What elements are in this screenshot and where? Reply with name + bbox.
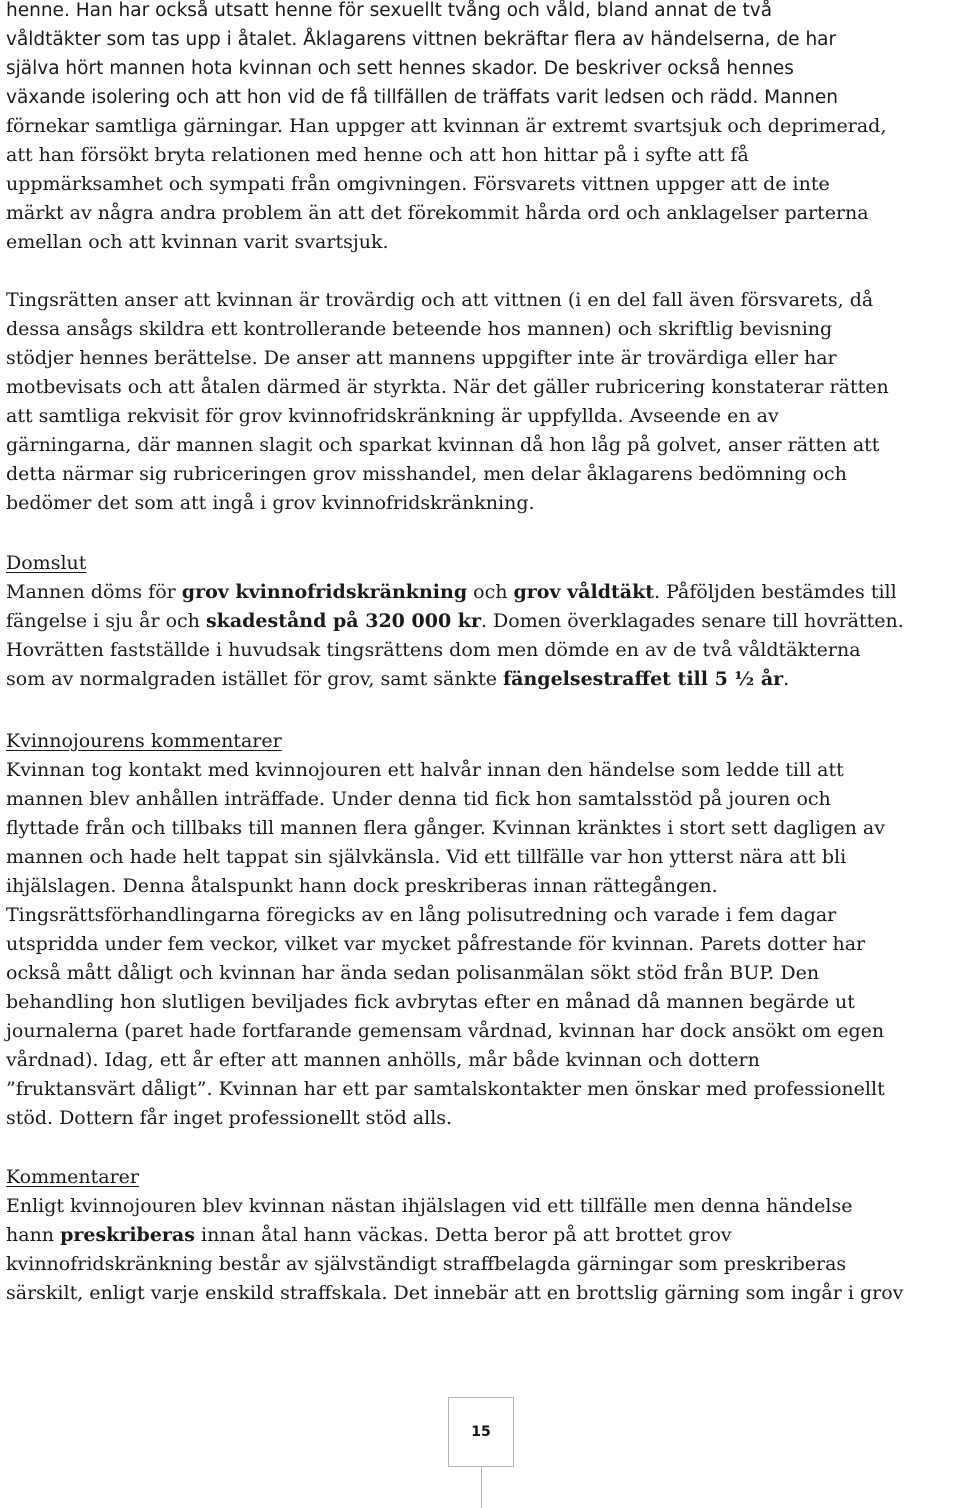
paragraph-court-assessment	[6, 286, 956, 518]
text-line: förnekar samtliga gärningar. Han uppger att kvinnan är extremt svartsjuk och deprimerad,	[6, 115, 887, 137]
text-line: Tingsrätten anser att kvinnan är trovärdig och att vittnen (i en del fall även försvarets, då	[6, 289, 874, 311]
text-line: flyttade från och tillbaks till mannen flera gånger. Kvinnan kränktes i stort sett dagligen av	[6, 817, 885, 839]
text-line: stöd. Dottern får inget professionellt stöd alls.	[6, 1107, 453, 1129]
text-line: bedömer det som att ingå i grov kvinnofridskränkning.	[6, 492, 535, 514]
text-line: Tingsrättsförhandlingarna föregicks av en lång polisutredning och varade i fem dagar	[6, 904, 837, 926]
text-line: hann preskriberas innan åtal hann väckas. Detta beror på att brottet grov	[6, 1224, 732, 1246]
page-number-box	[448, 1397, 514, 1467]
text-line: emellan och att kvinnan varit svartsjuk.	[6, 231, 389, 253]
section-heading: Domslut	[6, 552, 87, 574]
text-line: dessa ansågs skildra ett kontrollerande beteende hos mannen) och skriftlig bevisning	[6, 318, 833, 340]
text-line: mannen blev anhållen inträffade. Under denna tid fick hon samtalsstöd på jouren och	[6, 788, 831, 810]
text-line: fängelse i sju år och skadestånd på 320 000 kr. Domen överklagades senare till hovrätten.	[6, 610, 904, 632]
text-line: behandling hon slutligen beviljades fick avbrytas efter en månad då mannen begärde ut	[6, 991, 855, 1013]
text-line: att han försökt bryta relationen med henne och att hon hittar på i syfte att få	[6, 144, 749, 166]
section-kvinnojourens-kommentarer	[6, 727, 956, 1133]
text-line: uppmärksamhet och sympati från omgivningen. Försvarets vittnen uppger att de inte	[6, 173, 830, 195]
text-line: som av normalgraden istället för grov, samt sänkte fängelsestraffet till 5 ½ år.	[6, 668, 790, 690]
text-line: Hovrätten fastställde i huvudsak tingsrättens dom men dömde en av de två våldtäkterna	[6, 639, 861, 661]
section-domslut	[6, 549, 956, 694]
section-heading: Kommentarer	[6, 1166, 140, 1188]
text-line: märkt av några andra problem än att det förekommit hårda ord och anklagelser parterna	[6, 202, 869, 224]
text-line: Enligt kvinnojouren blev kvinnan nästan ihjälslagen vid ett tillfälle men denna händelse	[6, 1195, 853, 1217]
text-line: henne. Han har också utsatt henne för sexuellt tvång och våld, bland annat de två	[6, 0, 773, 21]
text-line: också mått dåligt och kvinnan har ända sedan polisanmälan sökt stöd från BUP. Den	[6, 962, 820, 984]
text-line: särskilt, enligt varje enskild straffskala. Det innebär att en brottslig gärning som ingår i grov	[6, 1282, 904, 1304]
text-line: stödjer hennes berättelse. De anser att mannens uppgifter inte är trovärdiga eller har	[6, 347, 837, 369]
section-heading: Kvinnojourens kommentarer	[6, 730, 282, 752]
text-line: detta närmar sig rubriceringen grov misshandel, men delar åklagarens bedömning och	[6, 463, 847, 485]
text-line: ihjälslagen. Denna åtalspunkt hann dock preskriberas innan rättegången.	[6, 875, 718, 897]
text-line: växande isolering och att hon vid de få tillfällen de träffats varit ledsen och rädd. Mannen	[6, 87, 838, 108]
text-line: Kvinnan tog kontakt med kvinnojouren ett halvår innan den händelse som ledde till att	[6, 759, 844, 781]
text-line: gärningarna, där mannen slagit och sparkat kvinnan då hon låg på golvet, anser rätten att	[6, 434, 880, 456]
page-number: 15	[471, 1424, 491, 1440]
text-line: motbevisats och att åtalen därmed är styrkta. När det gäller rubricering konstaterar rätten	[6, 376, 889, 398]
text-line: utspridda under fem veckor, vilket var mycket påfrestande för kvinnan. Parets dotter har	[6, 933, 866, 955]
text-line: mannen och hade helt tappat sin självkänsla. Vid ett tillfälle var hon ytterst nära att bli	[6, 846, 847, 868]
paragraph-case-background	[6, 0, 956, 257]
text-line: kvinnofridskränkning består av självständigt straffbelagda gärningar som preskriberas	[6, 1253, 847, 1275]
section-kommentarer	[6, 1163, 956, 1308]
text-line: själva hört mannen hota kvinnan och sett hennes skador. De beskriver också hennes	[6, 58, 794, 79]
text-line: journalerna (paret hade fortfarande gemensam vårdnad, kvinnan har dock ansökt om egen	[6, 1020, 885, 1042]
text-line: vårdnad). Idag, ett år efter att mannen anhölls, mår både kvinnan och dottern	[6, 1049, 760, 1071]
text-line: ”fruktansvärt dåligt”. Kvinnan har ett par samtalskontakter men önskar med professionellt	[6, 1078, 885, 1100]
text-line: våldtäkter som tas upp i åtalet. Åklagarens vittnen bekräftar flera av händelserna, de har	[6, 29, 837, 50]
text-line: att samtliga rekvisit för grov kvinnofridskränkning är uppfyllda. Avseende en av	[6, 405, 779, 427]
text-line: Mannen döms för grov kvinnofridskränkning och grov våldtäkt. Påföljden bestämdes till	[6, 581, 897, 603]
footer-vertical-rule	[481, 1467, 482, 1508]
